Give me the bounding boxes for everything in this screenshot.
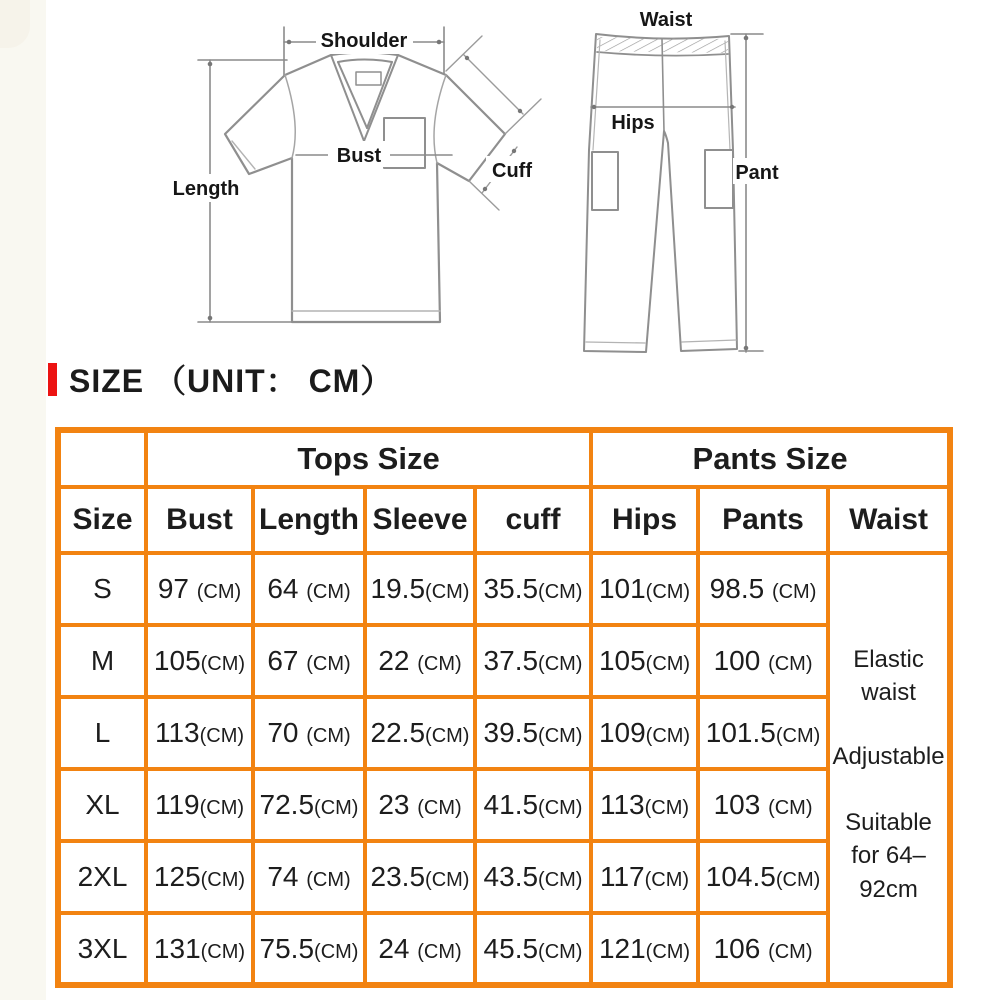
bust-label: Bust xyxy=(336,145,382,167)
measurement-cell: 104.5(CM) xyxy=(698,841,828,913)
measurement-cell: 100 (CM) xyxy=(698,625,828,697)
measurement-cell: 101.5(CM) xyxy=(698,697,828,769)
length-label: Length xyxy=(172,178,240,200)
measurement-cell: 45.5(CM) xyxy=(475,913,591,985)
waist-note: Suitable for 64–92cm xyxy=(845,808,932,903)
col-header-pants: Pants xyxy=(698,487,828,553)
measurement-cell: 74 (CM) xyxy=(253,841,365,913)
col-header-sleeve: Sleeve xyxy=(365,487,475,553)
measurement-cell: 97 (CM) xyxy=(146,553,253,625)
measurement-cell: 131(CM) xyxy=(146,913,253,985)
tops-size-header: Tops Size xyxy=(146,430,591,487)
shoulder-label: Shoulder xyxy=(320,30,408,52)
measurement-cell: 113(CM) xyxy=(146,697,253,769)
measurement-cell: 23 (CM) xyxy=(365,769,475,841)
size-table xyxy=(55,427,953,988)
col-header-waist: Waist xyxy=(828,487,950,553)
right-cargo-pocket xyxy=(705,150,733,208)
size-value: S xyxy=(58,553,146,625)
table-row-2xl xyxy=(58,841,950,913)
measurement-cell: 41.5(CM) xyxy=(475,769,591,841)
col-header-size: Size xyxy=(58,487,146,553)
col-header-bust: Bust xyxy=(146,487,253,553)
table-row-3xl xyxy=(58,913,950,985)
waist-label: Waist xyxy=(639,9,693,31)
left-cargo-pocket xyxy=(592,152,618,210)
col-header-cuff: cuff xyxy=(475,487,591,553)
heading-text: SIZE （UNIT： CM） xyxy=(69,363,394,399)
measurement-cell: 105(CM) xyxy=(146,625,253,697)
measurement-cell: 19.5(CM) xyxy=(365,553,475,625)
measurement-cell: 121(CM) xyxy=(591,913,698,985)
waist-note: Adjustable xyxy=(832,742,945,770)
waist-notes-cell xyxy=(828,553,950,985)
group-header-row xyxy=(58,430,950,487)
pant-label: Pant xyxy=(735,162,779,184)
measurement-cell: 98.5 (CM) xyxy=(698,553,828,625)
measurement-cell: 24 (CM) xyxy=(365,913,475,985)
table-row-l xyxy=(58,697,950,769)
hips-label: Hips xyxy=(611,112,655,134)
col-header-hips: Hips xyxy=(591,487,698,553)
column-header-row xyxy=(58,487,950,553)
heading-accent-bar xyxy=(48,363,57,396)
table-row-m xyxy=(58,625,950,697)
measurement-cell: 70 (CM) xyxy=(253,697,365,769)
measurement-cell: 109(CM) xyxy=(591,697,698,769)
size-value: M xyxy=(58,625,146,697)
measurement-cell: 67 (CM) xyxy=(253,625,365,697)
measurement-cell: 106 (CM) xyxy=(698,913,828,985)
corner-cell xyxy=(58,430,146,487)
measurement-cell: 22.5(CM) xyxy=(365,697,475,769)
measurement-cell: 37.5(CM) xyxy=(475,625,591,697)
measurement-cell: 22 (CM) xyxy=(365,625,475,697)
measurement-cell: 101(CM) xyxy=(591,553,698,625)
size-value: 3XL xyxy=(58,913,146,985)
measurement-cell: 39.5(CM) xyxy=(475,697,591,769)
measurement-cell: 113(CM) xyxy=(591,769,698,841)
table-row-s xyxy=(58,553,950,625)
section-heading xyxy=(48,356,393,402)
measurement-cell: 125(CM) xyxy=(146,841,253,913)
measurement-cell: 72.5(CM) xyxy=(253,769,365,841)
col-header-length: Length xyxy=(253,487,365,553)
measurement-cell: 117(CM) xyxy=(591,841,698,913)
shirt-diagram xyxy=(170,26,541,322)
table-row-xl xyxy=(58,769,950,841)
measurement-cell: 119(CM) xyxy=(146,769,253,841)
measurement-cell: 75.5(CM) xyxy=(253,913,365,985)
size-value: 2XL xyxy=(58,841,146,913)
measurement-cell: 105(CM) xyxy=(591,625,698,697)
measurement-cell: 64 (CM) xyxy=(253,553,365,625)
measurement-cell: 35.5(CM) xyxy=(475,553,591,625)
pants-diagram xyxy=(584,9,781,352)
cuff-label: Cuff xyxy=(492,160,532,182)
waist-note: Elastic waist xyxy=(853,645,924,707)
shirt-outline xyxy=(225,53,505,323)
measurement-cell: 23.5(CM) xyxy=(365,841,475,913)
size-value: XL xyxy=(58,769,146,841)
pants-size-header: Pants Size xyxy=(591,430,950,487)
measurement-cell: 103 (CM) xyxy=(698,769,828,841)
size-value: L xyxy=(58,697,146,769)
chest-pocket xyxy=(384,118,425,168)
measurement-cell: 43.5(CM) xyxy=(475,841,591,913)
